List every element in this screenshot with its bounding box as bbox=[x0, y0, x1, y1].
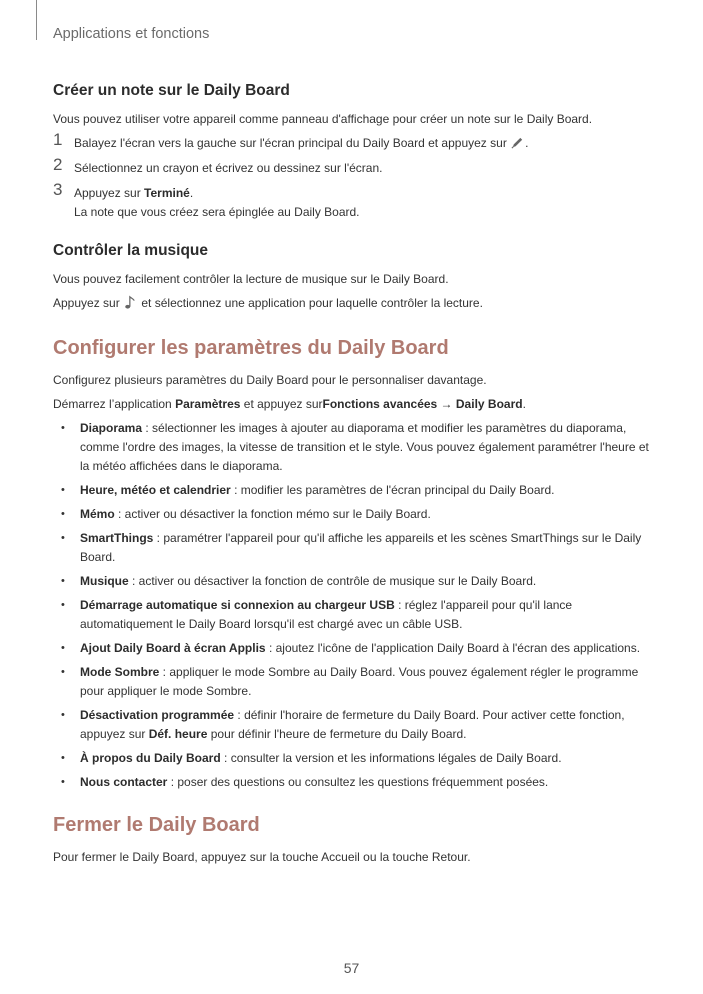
bullet: • bbox=[61, 532, 65, 544]
step-1 bbox=[53, 130, 653, 153]
item-desc: : ajoutez l'icône de l'application Daily Board à l'écran des applications. bbox=[265, 641, 641, 655]
step-number: 3 bbox=[53, 180, 63, 199]
item-desc: : définir l'horaire de fermeture du Daily Board. Pour activer cette fonction, appuyez sur bbox=[80, 708, 625, 741]
item-term: Nous contacter bbox=[80, 775, 168, 789]
bullet: • bbox=[61, 422, 65, 434]
item-term: Ajout Daily Board à écran Applis bbox=[80, 641, 266, 655]
note-steps bbox=[53, 130, 653, 222]
bullet: • bbox=[61, 484, 65, 496]
item-desc: : réglez l'appareil pour qu'il lance automatiquement le Daily Board lorsqu'il est chargé avec un câble USB. bbox=[80, 598, 573, 631]
settings-list bbox=[53, 419, 653, 792]
step-text: Appuyez sur bbox=[74, 186, 145, 200]
settings-item-musique bbox=[53, 572, 653, 591]
step-text: Sélectionnez un crayon et écrivez ou dessinez sur l'écran. bbox=[74, 161, 383, 175]
settings-item-diaporama bbox=[53, 419, 653, 476]
step-3 bbox=[53, 180, 653, 222]
item-term: Diaporama bbox=[80, 421, 143, 435]
settings-menu-path: Fonctions avancées → Daily Board bbox=[322, 397, 523, 411]
settings-heading: Configurer les paramètres du Daily Board bbox=[53, 337, 449, 359]
step-text-end: . bbox=[525, 136, 529, 150]
music-line-1: Vous pouvez facilement contrôler la lecture de musique sur le Daily Board. bbox=[53, 272, 449, 286]
settings-item-contact bbox=[53, 773, 653, 792]
item-desc: : paramétrer l'appareil pour qu'il affiche les appareils et les scènes SmartThings sur le Daily Board. bbox=[80, 531, 642, 564]
page-number: 57 bbox=[343, 960, 360, 976]
settings-app-name: Paramètres bbox=[175, 397, 241, 411]
settings-item-desactivation bbox=[53, 706, 653, 744]
item-term: Démarrage automatique si connexion au chargeur USB bbox=[80, 598, 395, 612]
item-desc: : activer ou désactiver la fonction mémo sur le Daily Board. bbox=[114, 507, 431, 521]
settings-item-a-propos bbox=[53, 749, 653, 768]
item-desc: : activer ou désactiver la fonction de contrôle de musique sur le Daily Board. bbox=[128, 574, 537, 588]
bullet: • bbox=[61, 642, 65, 654]
pen-icon bbox=[510, 135, 525, 150]
bullet: • bbox=[61, 508, 65, 520]
step-number: 2 bbox=[53, 155, 63, 174]
item-inline-term: Déf. heure bbox=[148, 727, 208, 741]
step-bold-term: Terminé bbox=[144, 186, 190, 200]
step-number: 1 bbox=[53, 130, 63, 149]
item-term: Musique bbox=[80, 574, 129, 588]
item-desc: : poser des questions ou consultez les questions fréquemment posées. bbox=[167, 775, 549, 789]
bullet: • bbox=[61, 709, 65, 721]
item-desc-end: pour définir l'heure de fermeture du Daily Board. bbox=[207, 727, 467, 741]
settings-item-heure bbox=[53, 481, 653, 500]
bullet: • bbox=[61, 752, 65, 764]
item-desc: : consulter la version et les informations légales de Daily Board. bbox=[220, 751, 562, 765]
margin-rule bbox=[36, 0, 37, 40]
item-term: Heure, météo et calendrier bbox=[80, 483, 231, 497]
page-content bbox=[53, 82, 653, 872]
close-heading: Fermer le Daily Board bbox=[53, 814, 260, 836]
settings-path-middle: et appuyez sur bbox=[240, 397, 323, 411]
music-line-2-end: et sélectionnez une application pour laquelle contrôler la lecture. bbox=[138, 296, 483, 310]
running-header: Applications et fonctions bbox=[53, 26, 210, 42]
note-intro: Vous pouvez utiliser votre appareil comme panneau d'affichage pour créer un note sur le Daily Board. bbox=[53, 112, 593, 126]
item-desc: : appliquer le mode Sombre au Daily Board. Vous pouvez également régler le programme pour appliquer le mode Sombre. bbox=[80, 665, 639, 698]
settings-intro: Configurez plusieurs paramètres du Daily Board pour le personnaliser davantage. bbox=[53, 373, 487, 387]
step-text: Balayez l'écran vers la gauche sur l'écran principal du Daily Board et appuyez sur bbox=[74, 136, 507, 150]
bullet: • bbox=[61, 666, 65, 678]
settings-path-start: Démarrez l’application bbox=[53, 397, 176, 411]
music-line-2-start: Appuyez sur bbox=[53, 296, 120, 310]
settings-path-end: . bbox=[522, 397, 526, 411]
music-heading: Contrôler la musique bbox=[53, 242, 209, 259]
settings-item-mode-sombre bbox=[53, 663, 653, 701]
music-line-2 bbox=[53, 294, 653, 313]
settings-item-smartthings bbox=[53, 529, 653, 567]
bullet: • bbox=[61, 575, 65, 587]
step-text-end: . bbox=[189, 186, 194, 200]
step-2 bbox=[53, 155, 653, 178]
settings-path bbox=[53, 395, 653, 414]
step-result: La note que vous créez sera épinglée au Daily Board. bbox=[74, 205, 360, 219]
item-term: Désactivation programmée bbox=[80, 708, 235, 722]
settings-item-memo bbox=[53, 505, 653, 524]
bullet: • bbox=[61, 599, 65, 611]
note-heading: Créer un note sur le Daily Board bbox=[53, 82, 290, 99]
item-term: Mémo bbox=[80, 507, 115, 521]
item-term: SmartThings bbox=[80, 531, 154, 545]
item-desc: : sélectionner les images à ajouter au diaporama et modifier les paramètres du diaporama, comme l'ordre des images, la vitesse de transition et le style. Vous pouvez également paramétrer l'heure et la météo affichées dans le diaporama. bbox=[80, 421, 649, 473]
music-note-icon bbox=[123, 295, 138, 310]
bullet: • bbox=[61, 776, 65, 788]
item-desc: : modifier les paramètres de l'écran principal du Daily Board. bbox=[230, 483, 555, 497]
close-text: Pour fermer le Daily Board, appuyez sur la touche Accueil ou la touche Retour. bbox=[53, 850, 471, 864]
item-term: À propos du Daily Board bbox=[80, 751, 221, 765]
item-term: Mode Sombre bbox=[80, 665, 160, 679]
settings-item-ajout-applis bbox=[53, 639, 653, 658]
settings-item-demarrage-usb bbox=[53, 596, 653, 634]
